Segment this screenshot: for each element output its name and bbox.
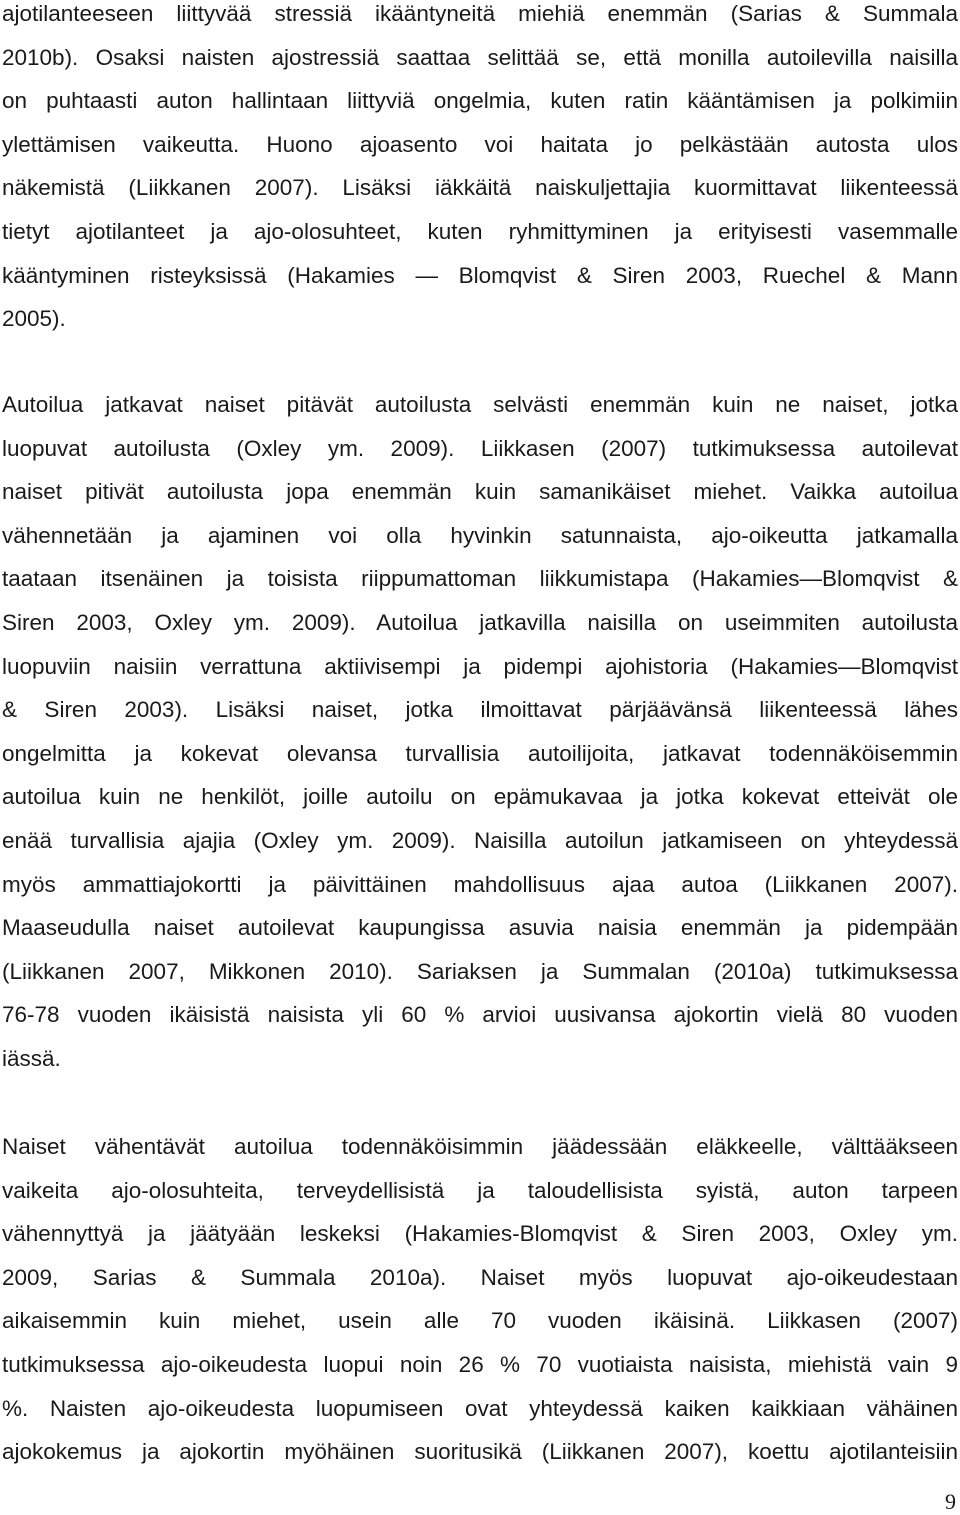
text-line: iässä. bbox=[2, 1045, 61, 1071]
text-line: näkemistä (Liikkanen 2007). Lisäksi iäkkäitä naiskuljettajia kuormittavat liikenteessä bbox=[2, 175, 958, 201]
text-line: autoilua kuin ne henkilöt, joille autoilu on epämukavaa ja jotka kokevat etteivät ole bbox=[2, 784, 958, 810]
text-line: aikaisemmin kuin miehet, usein alle 70 vuoden ikäisinä. Liikkasen (2007) bbox=[2, 1308, 958, 1334]
text-line: Autoilua jatkavat naiset pitävät autoilusta selvästi enemmän kuin ne naiset, jotka bbox=[2, 392, 958, 417]
text-line: ajotilanteeseen liittyvää stressiä ikääntyneitä miehiä enemmän (Sarias & Summala bbox=[2, 1, 958, 26]
paragraph bbox=[2, 0, 958, 341]
paragraph bbox=[2, 1125, 958, 1474]
text-line: ajokokemus ja ajokortin myöhäinen suoritusikä (Liikkanen 2007), koettu ajotilanteisiin bbox=[2, 1439, 958, 1465]
page-number: 9 bbox=[945, 1489, 956, 1514]
text-line: vaikeita ajo-olosuhteita, terveydellisistä ja taloudellisista syistä, auton tarpeen bbox=[2, 1177, 958, 1203]
text-line: & Siren 2003). Lisäksi naiset, jotka ilmoittavat pärjäävänsä liikenteessä lähes bbox=[2, 697, 958, 723]
text-line: tutkimuksessa ajo-oikeudesta luopui noin 26 % 70 vuotiaista naisista, miehistä vain 9 bbox=[2, 1351, 958, 1377]
text-line: on puhtaasti auton hallintaan liittyviä ongelmia, kuten ratin kääntämisen ja polkimiin bbox=[2, 88, 958, 114]
text-line: luopuviin naisiin verrattuna aktiivisempi ja pidempi ajohistoria (Hakamies—Blomqvist bbox=[2, 653, 958, 679]
text-line: %. Naisten ajo-oikeudesta luopumiseen ovat yhteydessä kaiken kaikkiaan vähäinen bbox=[2, 1395, 958, 1421]
text-line: naiset pitivät autoilusta jopa enemmän kuin samanikäiset miehet. Vaikka autoilua bbox=[2, 479, 958, 505]
text-line: 2005). bbox=[2, 306, 66, 332]
text-line: myös ammattiajokortti ja päivittäinen mahdollisuus ajaa autoa (Liikkanen 2007). bbox=[2, 871, 958, 897]
text-line: 2009, Sarias & Summala 2010a). Naiset myös luopuvat ajo-oikeudestaan bbox=[2, 1264, 958, 1290]
text-line: tietyt ajotilanteet ja ajo-olosuhteet, kuten ryhmittyminen ja erityisesti vasemmalle bbox=[2, 218, 958, 244]
paragraph bbox=[2, 383, 958, 1081]
text-line: 76-78 vuoden ikäisistä naisista yli 60 % arvioi uusivansa ajokortin vielä 80 vuoden bbox=[2, 1002, 958, 1028]
text-line: Siren 2003, Oxley ym. 2009). Autoilua jatkavilla naisilla on useimmiten autoilusta bbox=[2, 609, 958, 635]
text-line: enää turvallisia ajajia (Oxley ym. 2009). Naisilla autoilun jatkamiseen on yhteydessä bbox=[2, 827, 958, 853]
text-line: Naiset vähentävät autoilua todennäköisimmin jäädessään eläkkeelle, välttääkseen bbox=[2, 1134, 958, 1159]
text-line: luopuvat autoilusta (Oxley ym. 2009). Liikkasen (2007) tutkimuksessa autoilevat bbox=[2, 435, 958, 461]
text-line: vähennyttyä ja jäätyään leskeksi (Hakamies-Blomqvist & Siren 2003, Oxley ym. bbox=[2, 1221, 958, 1247]
text-line: 2010b). Osaksi naisten ajostressiä saattaa selittää se, että monilla autoilevilla naisilla bbox=[2, 44, 958, 70]
text-line: kääntyminen risteyksissä (Hakamies — Blomqvist & Siren 2003, Ruechel & Mann bbox=[2, 262, 958, 288]
text-line: taataan itsenäinen ja toisista riippumattoman liikkumistapa (Hakamies—Blomqvist & bbox=[2, 566, 958, 592]
text-line: (Liikkanen 2007, Mikkonen 2010). Sariaksen ja Summalan (2010a) tutkimuksessa bbox=[2, 958, 958, 984]
text-line: ylettämisen vaikeutta. Huono ajoasento voi haitata jo pelkästään autosta ulos bbox=[2, 131, 958, 157]
text-line: Maaseudulla naiset autoilevat kaupungissa asuvia naisia enemmän ja pidempään bbox=[2, 915, 958, 941]
text-line: ongelmitta ja kokevat olevansa turvallisia autoilijoita, jatkavat todennäköisemmin bbox=[2, 740, 958, 766]
text-line: vähennetään ja ajaminen voi olla hyvinkin satunnaista, ajo-oikeutta jatkamalla bbox=[2, 522, 958, 548]
